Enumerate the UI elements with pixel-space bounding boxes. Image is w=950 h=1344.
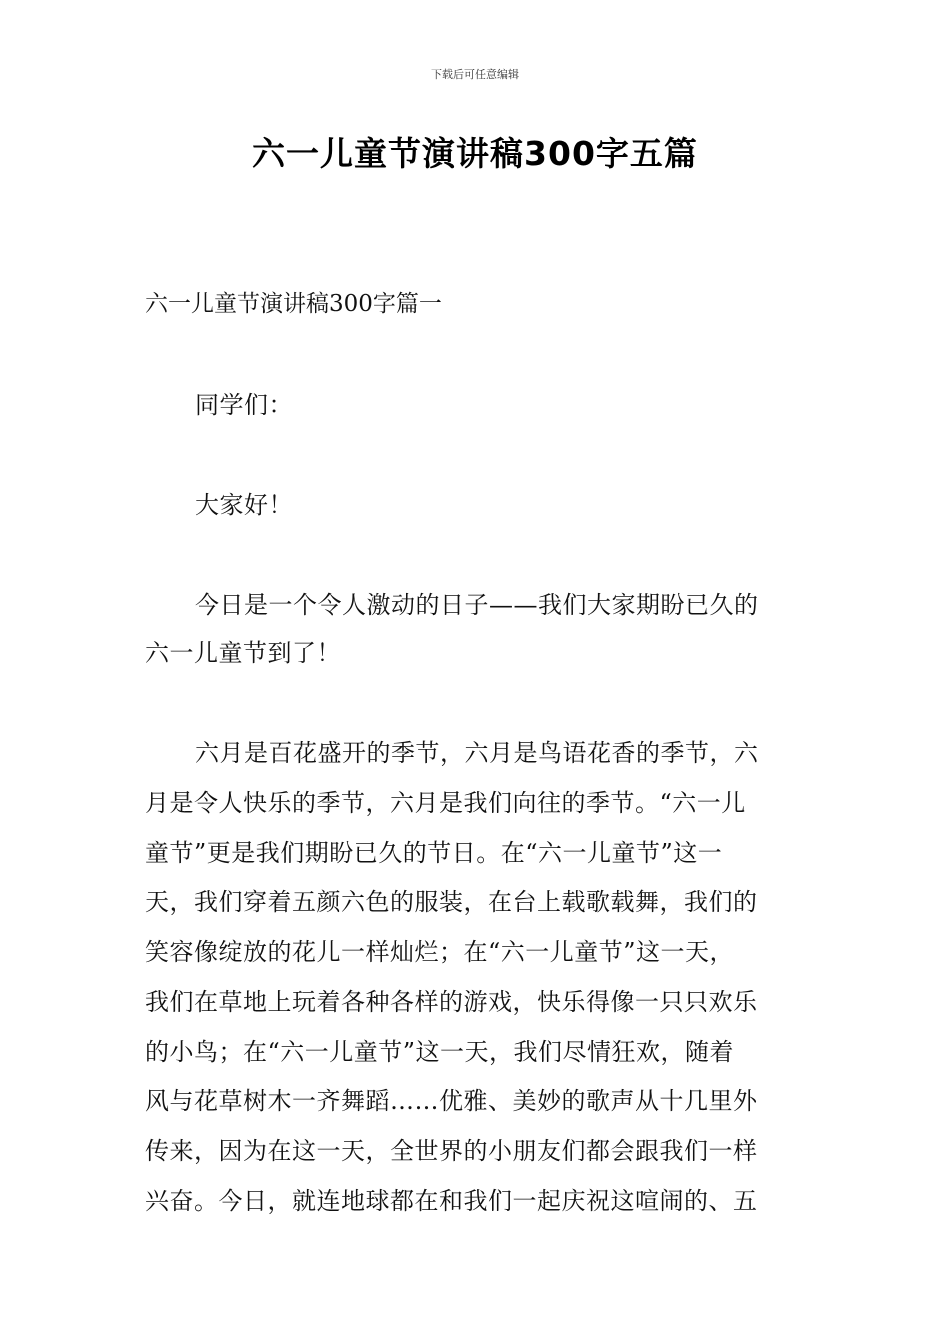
hello-line: 大家好！ [195,491,293,519]
paragraph-line: 兴奋。今日，就连地球都在和我们一起庆祝这喧闹的、五 [145,1187,758,1215]
paragraph-line: 今日是一个令人激动的日子——我们大家期盼已久的 [195,591,759,619]
paragraph-line: 六月是百花盛开的季节，六月是鸟语花香的季节，六 [195,739,759,767]
paragraph-line: 天，我们穿着五颜六色的服装，在台上载歌载舞，我们的 [145,888,758,916]
greeting-line: 同学们： [195,391,293,419]
paragraph-line: 笑容像绽放的花儿一样灿烂；在“六一儿童节”这一天， [145,938,735,966]
paragraph-line: 的小鸟；在“六一儿童节”这一天，我们尽情狂欢，随着 [145,1038,735,1066]
paragraph-line: 六一儿童节到了！ [145,639,341,667]
section-heading: 六一儿童节演讲稿300字篇一 [145,291,442,317]
header-note: 下载后可任意编辑 [431,68,519,81]
paragraph-line: 童节”更是我们期盼已久的节日。在“六一儿童节”这一 [145,839,723,867]
paragraph-line: 传来，因为在这一天，全世界的小朋友们都会跟我们一样 [145,1137,758,1165]
paragraph-line: 月是令人快乐的季节，六月是我们向往的季节。“六一儿 [145,789,746,817]
paragraph-line: 我们在草地上玩着各种各样的游戏，快乐得像一只只欢乐 [145,988,758,1016]
document-title: 六一儿童节演讲稿300字五篇 [252,134,698,173]
paragraph-line: 风与花草树木一齐舞蹈……优雅、美妙的歌声从十几里外 [145,1087,758,1115]
